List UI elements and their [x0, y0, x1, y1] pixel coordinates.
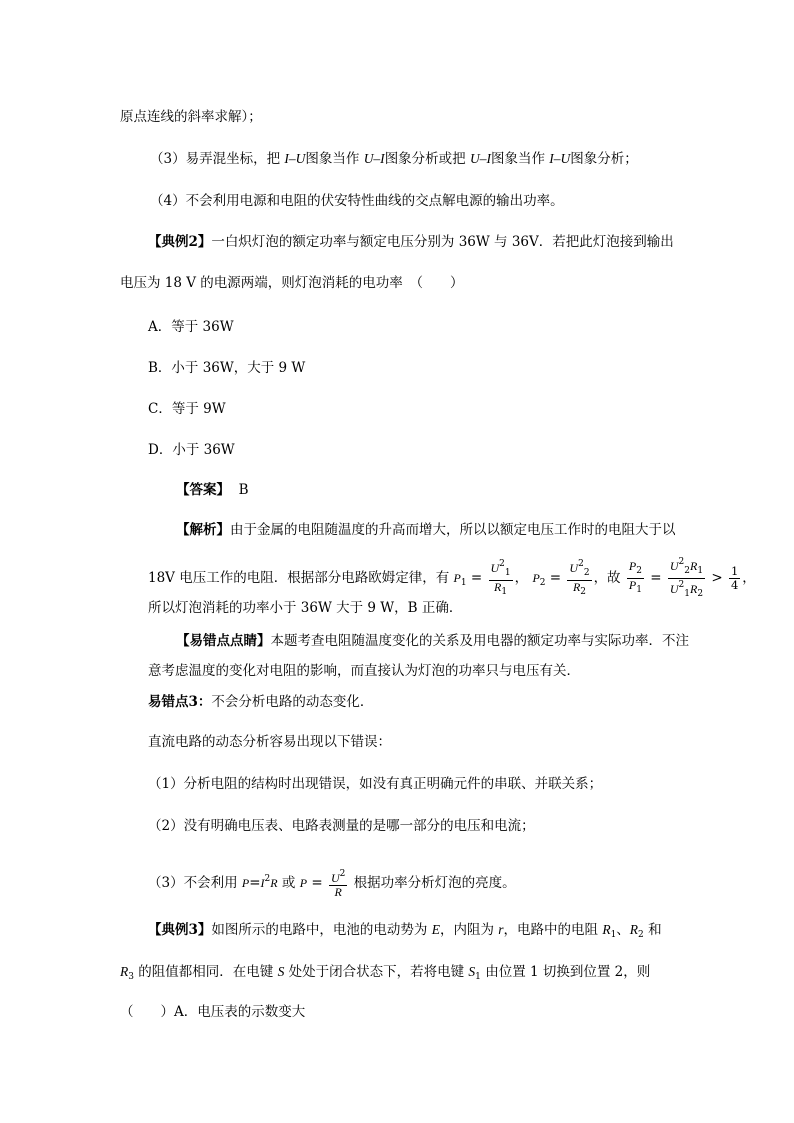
- fraction-one-fourth: $\frac{1}{4}$: [730, 564, 739, 592]
- option-c: C．等于 9W: [148, 401, 226, 417]
- option-b: B．小于 36W，大于 9 W: [148, 360, 306, 376]
- answer-tag: 【答案】: [176, 482, 230, 498]
- fraction-u2-r2: $\frac{U^2_2}{R_2}$: [569, 559, 590, 597]
- text-line: 直流电路的动态分析容易出现以下错误：: [148, 734, 391, 750]
- answer-line: [176, 481, 249, 499]
- analysis-line-2: 18V 电压工作的电阻．根据部分电路欧姆定律，有 $P_1$ = $\frac{U^2_1}{R_1}$ ， $P_2$ = $\frac{U^2_2}{R_2}$ ，故 $\frac{P_2}{P_1}$ = $\frac{U^2_2R_1}{U^2_1R_2}$ > $\frac{1}{4}$ ，: [148, 557, 756, 599]
- error-2: （2）没有明确电压表、电路表测量的是哪一部分的电压和电流；: [148, 818, 535, 834]
- text-line: （3）易弄混坐标，把 I–U图象当作 U–I图象分析或把 U–I图象当作 I–U图象分析；: [150, 151, 638, 167]
- fraction-u-squared-r: $\frac{U^2}{R}$: [330, 869, 346, 899]
- fraction-u1-r1: $\frac{U^2_1}{R_1}$: [490, 559, 511, 597]
- point-3-heading: 易错点3：不会分析电路的动态变化．: [148, 694, 374, 710]
- example-tag: 【典例3】: [148, 922, 212, 938]
- text-line: （4）不会利用电源和电阻的伏安特性曲线的交点解电源的输出功率。: [150, 193, 564, 209]
- analysis-tag: 【解析】: [176, 522, 230, 538]
- tip-tag: 【易错点点睛】: [176, 633, 271, 649]
- option-a: A．等于 36W: [148, 319, 234, 335]
- example-2-line-1: 【典例2】一白炽灯泡的额定功率与额定电压分别为 36W 与 36V．若把此灯泡接到输出: [148, 234, 674, 250]
- fraction-p2-p1: $\frac{P_2}{P_1}$: [628, 559, 642, 595]
- example-2-line-2: 电压为 18 V 的电源两端，则灯泡消耗的电功率 （ ）: [120, 275, 464, 291]
- fraction-ratio: $\frac{U^2_2R_1}{U^2_1R_2}$: [669, 557, 704, 599]
- error-1: （1）分析电阻的结构时出现错误，如没有真正明确元件的串联、并联关系；: [148, 776, 603, 792]
- example-3-line-1: 【典例3】如图所示的电路中，电池的电动势为 E，内阻为 r，电路中的电阻 $R_1$、$R_2$ 和: [148, 922, 662, 940]
- answer-value: B: [238, 482, 249, 498]
- analysis-line-1: 【解析】由于金属的电阻随温度的升高而增大，所以以额定电压工作时的电阻大于以: [176, 522, 676, 538]
- example-3-line-3: （ ）A．电压表的示数变大: [120, 1004, 306, 1020]
- analysis-line-3: 所以灯泡消耗的功率小于 36W 大于 9 W，B 正确．: [148, 600, 463, 616]
- example-tag: 【典例2】: [148, 234, 212, 250]
- tip-line-1: 【易错点点睛】本题考查电阻随温度变化的关系及用电器的额定功率与实际功率．不注: [176, 633, 689, 649]
- text-line: 原点连线的斜率求解）；: [120, 109, 262, 125]
- option-d: D．小于 36W: [148, 442, 235, 458]
- example-3-line-2: $R_3$ 的阻值都相同．在电键 S 处处于闭合状态下，若将电键 $S_1$ 由位置 1 切换到位置 2，则: [120, 964, 651, 982]
- tip-line-2: 意考虑温度的变化对电阻的影响，而直接认为灯泡的功率只与电压有关．: [148, 663, 580, 679]
- error-3: （3）不会利用 $P=I^2R$ 或 P = $\frac{U^2}{R}$ 根据功率分析灯泡的亮度。: [148, 869, 516, 899]
